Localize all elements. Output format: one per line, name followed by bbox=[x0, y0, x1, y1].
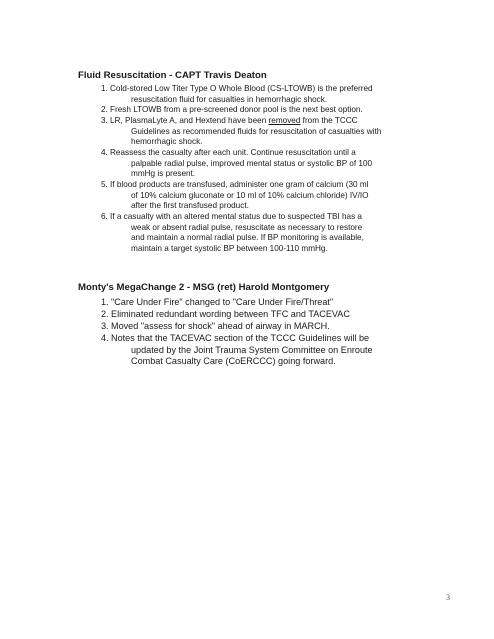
item-number: 3. bbox=[101, 116, 108, 125]
item-text: maintain a target systolic BP between 100-110 mmHg. bbox=[131, 244, 328, 254]
section-title: Fluid Resuscitation - CAPT Travis Deaton bbox=[78, 70, 267, 81]
item-number: 3. bbox=[101, 321, 109, 331]
list-item bbox=[101, 309, 431, 321]
item-text: after the first transfused product. bbox=[131, 201, 249, 211]
item-number: 2. bbox=[101, 309, 109, 319]
item-number: 6. bbox=[101, 212, 108, 221]
item-text: Eliminated redundant wording between TFC and TACEVAC bbox=[111, 309, 350, 319]
item-text-part: from the TCCC bbox=[300, 116, 358, 125]
item-text: Guidelines as recommended fluids for resuscitation of casualties with bbox=[131, 126, 382, 136]
item-number: 4. bbox=[101, 148, 108, 157]
item-text: Combat Casualty Care (CoERCCC) going forward. bbox=[131, 356, 336, 366]
item-number: 2. bbox=[101, 105, 108, 114]
item-text: of 10% calcium gluconate or 10 ml of 10% calcium chloride) IV/IO bbox=[131, 190, 369, 200]
item-text: and maintain a normal radial pulse. If BP monitoring is available, bbox=[131, 233, 364, 243]
item-text: If blood products are transfused, administer one gram of calcium (30 ml bbox=[110, 180, 369, 189]
item-text: "Care Under Fire" changed to "Care Under Fire/Threat" bbox=[111, 297, 334, 307]
item-text: Cold-stored Low Titer Type O Whole Blood (CS-LTOWB) is the preferred bbox=[110, 84, 373, 93]
item-text-part: LR, PlasmaLyte A, and Hextend have been bbox=[110, 116, 269, 125]
item-text: updated by the Joint Trauma System Committee on Enroute bbox=[131, 344, 373, 355]
item-text: mmHg is present. bbox=[131, 169, 196, 179]
list-item bbox=[101, 321, 431, 333]
list-item bbox=[101, 148, 431, 180]
item-number: 1. bbox=[101, 297, 109, 307]
list-item bbox=[101, 297, 431, 309]
item-text: Reassess the casualty after each unit. Continue resuscitation until a bbox=[110, 148, 356, 157]
list-item bbox=[101, 116, 431, 148]
item-number: 5. bbox=[101, 180, 108, 189]
item-text: weak or absent radial pulse, resuscitate as necessary to restore bbox=[131, 222, 363, 232]
item-text: palpable radial pulse, improved mental status or systolic BP of 100 bbox=[131, 158, 373, 168]
list-item bbox=[101, 84, 431, 105]
item-number: 1. bbox=[101, 84, 108, 93]
list-item bbox=[101, 105, 431, 116]
item-number: 4. bbox=[101, 333, 109, 343]
item-text: resuscitation fluid for casualties in hemorrhagic shock. bbox=[131, 94, 328, 104]
list-item bbox=[101, 333, 431, 368]
page-number: 3 bbox=[446, 593, 450, 602]
item-text: Notes that the TACEVAC section of the TCCC Guidelines will be bbox=[111, 333, 370, 343]
item-text bbox=[101, 116, 431, 127]
list-item bbox=[101, 212, 431, 255]
list-item bbox=[101, 180, 431, 212]
underlined-word: removed bbox=[268, 116, 301, 125]
item-text: Moved "assess for shock" ahead of airway in MARCH. bbox=[111, 321, 330, 331]
item-text: Fresh LTOWB from a pre-screened donor pool is the next best option. bbox=[110, 105, 363, 114]
section-title: Monty's MegaChange 2 - MSG (ret) Harold Montgomery bbox=[78, 282, 330, 293]
item-text: If a casualty with an altered mental status due to suspected TBI has a bbox=[110, 212, 362, 221]
item-text: hemorrhagic shock. bbox=[131, 137, 203, 147]
